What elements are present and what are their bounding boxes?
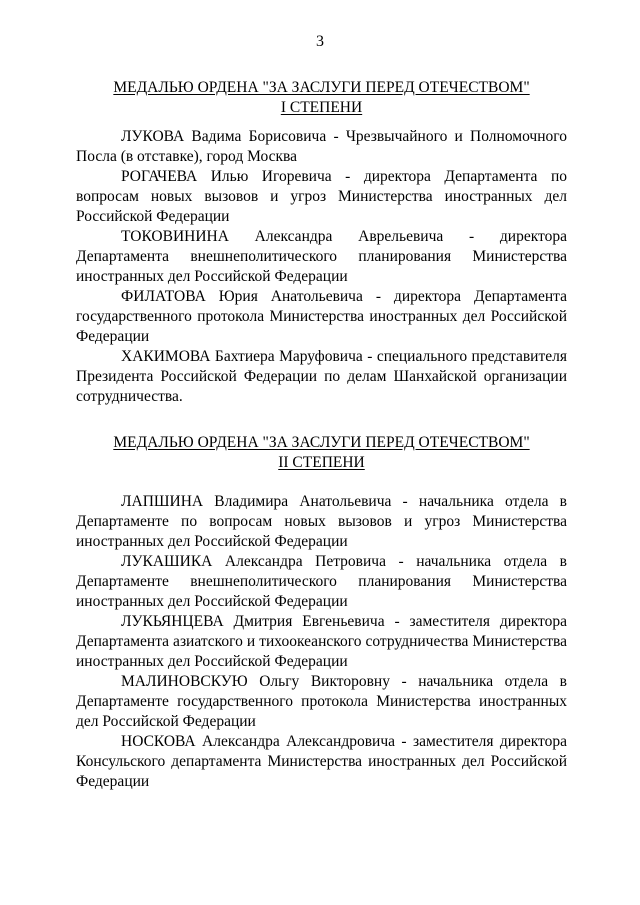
section-heading-line2: II СТЕПЕНИ xyxy=(278,454,365,471)
award-list-first-degree xyxy=(76,127,567,407)
award-entry: ЛУКАШИКА Александра Петровича - начальника отдела в Департаменте внешнеполитического планирования Министерства иностранных дел Российской Федерации xyxy=(76,553,567,610)
award-entry: ЛУКОВА Вадима Борисовича - Чрезвычайного и Полномочного Посла (в отставке), город Москва xyxy=(76,128,567,165)
section-heading xyxy=(76,78,567,98)
award-entry: ЛАПШИНА Владимира Анатольевича - начальника отдела в Департаменте по вопросам новых вызовов и угроз Министерства иностранных дел Российской Федерации xyxy=(76,493,567,550)
section-heading-degree xyxy=(76,453,567,473)
award-entry: ХАКИМОВА Бахтиера Маруфовича - специального представителя Президента Российской Федерации по делам Шанхайской организации сотрудничества. xyxy=(76,348,567,405)
award-entry: ЛУКЬЯНЦЕВА Дмитрия Евгеньевича - заместителя директора Департамента азиатского и тихоокеанского сотрудничества Министерства иностранных дел Российской Федерации xyxy=(76,613,567,670)
award-section-first-degree xyxy=(76,78,567,118)
award-entry: НОСКОВА Александра Александровича - заместителя директора Консульского департамента Министерства иностранных дел Российской Федерации xyxy=(76,733,567,790)
award-entry: ТОКОВИНИНА Александра Аврельевича - директора Департамента внешнеполитического планирования Министерства иностранных дел Российской Федерации xyxy=(76,228,567,285)
award-entry: МАЛИНОВСКУЮ Ольгу Викторовну - начальника отдела в Департаменте государственного протокола Министерства иностранных дел Российской Федерации xyxy=(76,673,567,730)
award-list-second-degree xyxy=(76,492,567,792)
award-entry: ФИЛАТОВА Юрия Анатольевича - директора Департамента государственного протокола Министерства иностранных дел Российской Федерации xyxy=(76,288,567,345)
section-heading xyxy=(76,433,567,453)
section-heading-degree xyxy=(76,98,567,118)
section-heading-line2: I СТЕПЕНИ xyxy=(280,99,363,116)
award-section-second-degree xyxy=(76,433,567,473)
page-number: 3 xyxy=(316,33,324,50)
section-heading-line1: МЕДАЛЬЮ ОРДЕНА "ЗА ЗАСЛУГИ ПЕРЕД ОТЕЧЕСТВОМ" xyxy=(113,434,530,451)
section-heading-line1: МЕДАЛЬЮ ОРДЕНА "ЗА ЗАСЛУГИ ПЕРЕД ОТЕЧЕСТВОМ" xyxy=(113,79,530,96)
award-entry: РОГАЧЕВА Илью Игоревича - директора Департамента по вопросам новых вызовов и угроз Министерства иностранных дел Российской Федерации xyxy=(76,168,567,225)
